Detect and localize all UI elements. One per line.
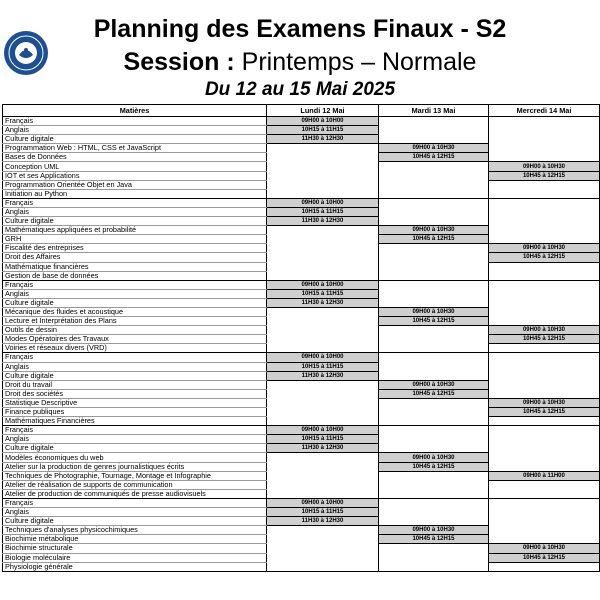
empty-slot-cell [267,262,379,271]
table-row [3,453,600,462]
subject-cell: Culture digitale [3,217,267,226]
subject-cell: Anglais [3,126,267,135]
table-row [3,207,600,216]
subject-cell: Droit du travail [3,380,267,389]
table-row [3,389,600,398]
exam-slot-cell: 09H00 à 10H30 [379,307,489,316]
empty-slot-cell [267,235,379,244]
exam-slot-cell: 09H00 à 10H30 [379,526,489,535]
date-range: Du 12 au 15 Mai 2025 [204,79,396,100]
subject-cell: Français [3,117,267,126]
table-row [3,526,600,535]
empty-slot-cell [379,408,489,417]
empty-slot-cell [489,144,600,153]
subject-cell: Conception UML [3,162,267,171]
empty-slot-cell [379,498,489,507]
empty-slot-cell [267,162,379,171]
table-row [3,498,600,507]
empty-slot-cell [379,398,489,407]
empty-slot-cell [489,180,600,189]
subject-cell: Finance publiques [3,408,267,417]
table-row [3,489,600,498]
empty-slot-cell [267,453,379,462]
subject-cell: Modes Opératoires des Travaux [3,335,267,344]
empty-slot-cell [379,562,489,571]
empty-slot-cell [379,517,489,526]
empty-slot-cell [379,326,489,335]
subject-cell: Voiries et réseaux divers (VRD) [3,344,267,353]
subject-cell: Atelier de réalisation de supports de communication [3,480,267,489]
empty-slot-cell [267,535,379,544]
empty-slot-cell [489,517,600,526]
empty-slot-cell [267,544,379,553]
session-label: Session : [123,48,235,76]
session-value: Printemps – Normale [241,48,477,76]
empty-slot-cell [379,371,489,380]
subject-cell: Biologie moléculaire [3,553,267,562]
empty-slot-cell [379,435,489,444]
subject-cell: Anglais [3,508,267,517]
table-row [3,508,600,517]
subject-cell: GRH [3,235,267,244]
table-row [3,344,600,353]
subject-cell: Initiation au Python [3,189,267,198]
page-header [0,0,600,104]
exam-slot-cell: 10H45 à 12H15 [379,389,489,398]
empty-slot-cell [379,162,489,171]
subject-cell: Statistique Descriptive [3,398,267,407]
exam-slot-cell: 10H45 à 12H15 [489,253,600,262]
subject-cell: Français [3,280,267,289]
empty-slot-cell [267,526,379,535]
empty-slot-cell [489,298,600,307]
table-row [3,553,600,562]
exam-schedule-table-wrapper [2,104,599,572]
exam-slot-cell: 09H00 à 10H30 [489,326,600,335]
subject-cell: Culture digitale [3,517,267,526]
empty-slot-cell [379,289,489,298]
exam-slot-cell: 09H00 à 11H00 [489,471,600,480]
exam-slot-cell: 11H30 à 12H30 [267,135,379,144]
subject-cell: Mécanique des fluides et acoustique [3,307,267,316]
empty-slot-cell [489,371,600,380]
table-row [3,144,600,153]
empty-slot-cell [489,226,600,235]
empty-slot-cell [489,235,600,244]
subject-cell: Français [3,198,267,207]
table-row [3,444,600,453]
exam-slot-cell: 10H45 à 12H15 [379,535,489,544]
subject-cell: Lecture et Interprétation des Plans [3,317,267,326]
table-row [3,189,600,198]
empty-slot-cell [267,417,379,426]
subject-cell: Gestion de base de données [3,271,267,280]
empty-slot-cell [379,207,489,216]
empty-slot-cell [379,335,489,344]
empty-slot-cell [267,389,379,398]
table-row [3,280,600,289]
exam-slot-cell: 09H00 à 10H30 [379,453,489,462]
exam-slot-cell: 10H45 à 12H15 [489,171,600,180]
exam-slot-cell: 10H15 à 11H15 [267,362,379,371]
empty-slot-cell [489,280,600,289]
subject-cell: Fiscalité des entreprises [3,244,267,253]
header-tuesday: Mardi 13 Mai [379,105,489,117]
empty-slot-cell [379,244,489,253]
table-row [3,271,600,280]
exam-slot-cell: 09H00 à 10H30 [489,544,600,553]
table-header-row [3,105,600,117]
table-row [3,435,600,444]
table-row [3,362,600,371]
empty-slot-cell [489,289,600,298]
exam-slot-cell: 09H00 à 10H30 [379,144,489,153]
header-subjects: Matières [3,105,267,117]
table-row [3,335,600,344]
empty-slot-cell [267,471,379,480]
header-wednesday: Mercredi 14 Mai [489,105,600,117]
table-row [3,298,600,307]
empty-slot-cell [267,398,379,407]
exam-slot-cell: 10H45 à 12H15 [379,153,489,162]
table-row [3,135,600,144]
subject-cell: Programmation Orientée Objet en Java [3,180,267,189]
exam-slot-cell: 10H15 à 11H15 [267,289,379,298]
subject-cell: Culture digitale [3,444,267,453]
empty-slot-cell [379,553,489,562]
subject-cell: Français [3,353,267,362]
empty-slot-cell [489,535,600,544]
subject-cell: Bases de Données [3,153,267,162]
exam-slot-cell: 10H45 à 12H15 [489,553,600,562]
exam-slot-cell: 09H00 à 10H00 [267,117,379,126]
subject-cell: Anglais [3,289,267,298]
table-row [3,117,600,126]
empty-slot-cell [267,489,379,498]
table-row [3,417,600,426]
empty-slot-cell [489,271,600,280]
empty-slot-cell [379,135,489,144]
exam-slot-cell: 09H00 à 10H30 [489,244,600,253]
subject-cell: Anglais [3,362,267,371]
empty-slot-cell [489,307,600,316]
empty-slot-cell [489,480,600,489]
table-row [3,289,600,298]
empty-slot-cell [379,271,489,280]
page-title: Planning des Examens Finaux - S2 [93,15,507,43]
exam-slot-cell: 09H00 à 10H30 [379,380,489,389]
empty-slot-cell [489,217,600,226]
subject-cell: Biochimie métabolique [3,535,267,544]
subject-cell: Culture digitale [3,298,267,307]
table-row [3,353,600,362]
empty-slot-cell [489,389,600,398]
exam-slot-cell: 11H30 à 12H30 [267,444,379,453]
exam-slot-cell: 10H45 à 12H15 [379,462,489,471]
empty-slot-cell [379,444,489,453]
exam-slot-cell: 09H00 à 10H00 [267,198,379,207]
empty-slot-cell [489,435,600,444]
empty-slot-cell [489,498,600,507]
table-row [3,562,600,571]
empty-slot-cell [489,417,600,426]
table-row [3,226,600,235]
table-row [3,244,600,253]
table-row [3,462,600,471]
table-row [3,480,600,489]
empty-slot-cell [379,426,489,435]
empty-slot-cell [379,262,489,271]
subject-cell: Culture digitale [3,371,267,380]
table-row [3,471,600,480]
table-row [3,426,600,435]
exam-slot-cell: 10H15 à 11H15 [267,435,379,444]
empty-slot-cell [267,271,379,280]
empty-slot-cell [267,344,379,353]
empty-slot-cell [379,280,489,289]
empty-slot-cell [267,180,379,189]
empty-slot-cell [489,444,600,453]
subject-cell: Mathématique financières [3,262,267,271]
exam-slot-cell: 11H30 à 12H30 [267,517,379,526]
empty-slot-cell [267,408,379,417]
subject-cell: Anglais [3,207,267,216]
subject-cell: Français [3,426,267,435]
header-monday: Lundi 12 Mai [267,105,379,117]
empty-slot-cell [267,307,379,316]
empty-slot-cell [267,326,379,335]
subject-cell: Techniques d'analyses physicochimiques [3,526,267,535]
subject-cell: Droit des Affaires [3,253,267,262]
table-row [3,544,600,553]
subject-cell: Droit des sociétés [3,389,267,398]
exam-slot-cell: 09H00 à 10H00 [267,498,379,507]
exam-slot-cell: 11H30 à 12H30 [267,217,379,226]
empty-slot-cell [489,453,600,462]
exam-slot-cell: 09H00 à 10H00 [267,426,379,435]
empty-slot-cell [267,144,379,153]
empty-slot-cell [267,226,379,235]
table-row [3,307,600,316]
empty-slot-cell [489,353,600,362]
empty-slot-cell [489,135,600,144]
empty-slot-cell [379,217,489,226]
subject-cell: Atelier sur la production de genres journalistiques écrits [3,462,267,471]
exam-slot-cell: 09H00 à 10H30 [379,226,489,235]
exam-schedule-table [2,104,600,572]
subject-cell: Techniques de Photographie, Tournage, Montage et Infographie [3,471,267,480]
subject-cell: IOT et ses Applications [3,171,267,180]
table-row [3,162,600,171]
empty-slot-cell [267,335,379,344]
subject-cell: Physiologie générale [3,562,267,571]
subject-cell: Outils de dessin [3,326,267,335]
empty-slot-cell [379,180,489,189]
empty-slot-cell [267,480,379,489]
table-row [3,153,600,162]
empty-slot-cell [379,471,489,480]
empty-slot-cell [379,480,489,489]
empty-slot-cell [379,298,489,307]
table-row [3,253,600,262]
empty-slot-cell [379,171,489,180]
exam-slot-cell: 11H30 à 12H30 [267,371,379,380]
empty-slot-cell [267,244,379,253]
empty-slot-cell [379,489,489,498]
table-body [3,117,600,572]
exam-slot-cell: 10H45 à 12H15 [379,317,489,326]
empty-slot-cell [489,207,600,216]
empty-slot-cell [267,153,379,162]
table-row [3,535,600,544]
empty-slot-cell [379,189,489,198]
subject-cell: Français [3,498,267,507]
empty-slot-cell [489,317,600,326]
exam-slot-cell: 09H00 à 10H30 [489,162,600,171]
empty-slot-cell [489,426,600,435]
empty-slot-cell [379,544,489,553]
empty-slot-cell [379,126,489,135]
empty-slot-cell [267,189,379,198]
exam-slot-cell: 09H00 à 10H00 [267,280,379,289]
subject-cell: Atelier de production de communiqués de presse audiovisuels [3,489,267,498]
empty-slot-cell [489,344,600,353]
exam-slot-cell: 10H45 à 12H15 [489,335,600,344]
subject-cell: Modèles économiques du web [3,453,267,462]
empty-slot-cell [267,553,379,562]
empty-slot-cell [489,380,600,389]
subject-cell: Anglais [3,435,267,444]
table-row [3,171,600,180]
empty-slot-cell [267,253,379,262]
exam-slot-cell: 10H15 à 11H15 [267,508,379,517]
subject-cell: Culture digitale [3,135,267,144]
table-row [3,262,600,271]
exam-slot-cell: 10H15 à 11H15 [267,126,379,135]
table-row [3,217,600,226]
empty-slot-cell [489,126,600,135]
exam-slot-cell: 09H00 à 10H00 [267,353,379,362]
table-row [3,180,600,189]
empty-slot-cell [267,317,379,326]
table-row [3,380,600,389]
empty-slot-cell [267,380,379,389]
empty-slot-cell [379,253,489,262]
exam-slot-cell: 10H15 à 11H15 [267,207,379,216]
empty-slot-cell [489,562,600,571]
table-row [3,326,600,335]
university-seal-icon [3,30,49,76]
empty-slot-cell [379,353,489,362]
subject-cell: Mathématiques Financières [3,417,267,426]
table-row [3,371,600,380]
table-row [3,517,600,526]
empty-slot-cell [379,117,489,126]
subject-cell: Mathématiques appliquées et probabilité [3,226,267,235]
session-line [60,47,540,77]
empty-slot-cell [489,198,600,207]
empty-slot-cell [489,189,600,198]
empty-slot-cell [379,344,489,353]
empty-slot-cell [489,508,600,517]
empty-slot-cell [267,462,379,471]
table-row [3,408,600,417]
table-row [3,235,600,244]
table-row [3,126,600,135]
exam-slot-cell: 10H45 à 12H15 [489,408,600,417]
empty-slot-cell [379,198,489,207]
table-row [3,398,600,407]
table-row [3,317,600,326]
empty-slot-cell [267,562,379,571]
empty-slot-cell [379,508,489,517]
empty-slot-cell [489,362,600,371]
empty-slot-cell [379,417,489,426]
empty-slot-cell [489,117,600,126]
empty-slot-cell [489,526,600,535]
empty-slot-cell [489,489,600,498]
empty-slot-cell [379,362,489,371]
empty-slot-cell [489,462,600,471]
subject-cell: Programmation Web : HTML, CSS et JavaScript [3,144,267,153]
empty-slot-cell [489,262,600,271]
table-row [3,198,600,207]
subject-cell: Biochimie structurale [3,544,267,553]
exam-slot-cell: 11H30 à 12H30 [267,298,379,307]
empty-slot-cell [489,153,600,162]
exam-slot-cell: 10H45 à 12H15 [379,235,489,244]
exam-slot-cell: 09H00 à 10H30 [489,398,600,407]
empty-slot-cell [267,171,379,180]
